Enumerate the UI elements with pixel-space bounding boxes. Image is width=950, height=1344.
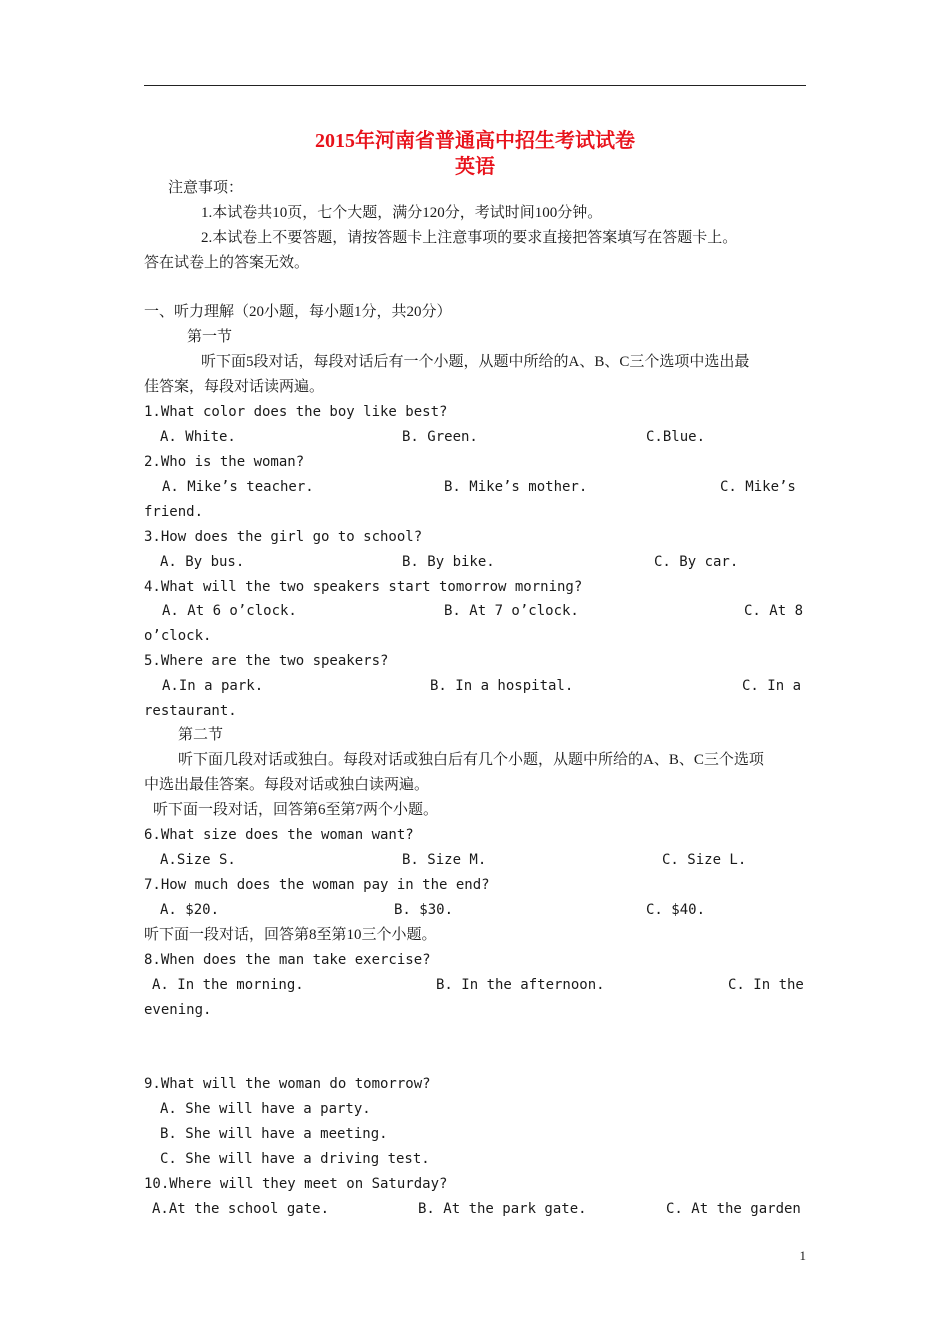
notice-item-2-line-2: 答在试卷上的答案无效。 (144, 255, 310, 271)
question-8-options (144, 975, 806, 995)
question-9-stem: 9.What will the woman do tomorrow? (144, 1076, 431, 1092)
option-c: C. By car. (654, 554, 739, 570)
notice-heading: 注意事项： (168, 180, 244, 196)
question-7-stem: 7.How much does the woman pay in the end? (144, 877, 490, 893)
option-a: A. Mike’s teacher. (162, 479, 314, 495)
option-c: C. In a (742, 678, 802, 694)
notice-item-1: 1.本试卷共10页，七个大题，满分120分，考试时间100分钟。 (201, 205, 603, 221)
option-a: A. In the morning. (152, 977, 304, 993)
option-a: A. White. (160, 429, 236, 445)
option-a: A. By bus. (160, 554, 245, 570)
dialog-8-10-intro: 听下面一段对话，回答第8至第10三个小题。 (144, 927, 437, 943)
question-9-option-b: B. She will have a meeting. (160, 1126, 388, 1142)
option-a: A.Size S. (160, 852, 236, 868)
option-b: B. In the afternoon. (436, 977, 605, 993)
question-9-option-c: C. She will have a driving test. (160, 1151, 430, 1167)
option-c: C. Mike’s (720, 479, 796, 495)
option-b: B. In a hospital. (430, 678, 574, 694)
option-c: C. At 8 (744, 603, 804, 619)
question-6-options (144, 850, 806, 870)
dialog-6-7-intro: 听下面一段对话，回答第6至第7两个小题。 (153, 802, 439, 818)
option-a: A.In a park. (162, 678, 264, 694)
question-2-option-c-continued: friend. (144, 504, 204, 520)
question-5-options (144, 676, 806, 696)
part-2-label: 第二节 (178, 727, 224, 743)
question-9-option-a: A. She will have a party. (160, 1101, 371, 1117)
option-b: B. Size M. (402, 852, 487, 868)
top-rule (144, 85, 806, 86)
option-a: A. $20. (160, 902, 220, 918)
question-5-stem: 5.Where are the two speakers? (144, 653, 389, 669)
question-10-stem: 10.Where will they meet on Saturday? (144, 1176, 448, 1192)
question-3-stem: 3.How does the girl go to school? (144, 529, 423, 545)
question-7-options (144, 900, 806, 920)
question-1-options (144, 427, 806, 447)
part-2-instruction-line-1: 听下面几段对话或独白。每段对话或独白后有几个小题，从题中所给的A、B、C三个选项 (178, 752, 764, 768)
question-5-option-c-continued: restaurant. (144, 703, 237, 719)
option-c: C. In the (728, 977, 804, 993)
option-c: C.Blue. (646, 429, 706, 445)
part-1-instruction-line-2: 佳答案，每段对话读两遍。 (144, 379, 325, 395)
question-8-option-c-continued: evening. (144, 1002, 212, 1018)
option-a: A.At the school gate. (152, 1201, 330, 1217)
question-6-stem: 6.What size does the woman want? (144, 827, 414, 843)
question-3-options (144, 552, 806, 572)
option-a: A. At 6 o’clock. (162, 603, 297, 619)
option-b: B. Mike’s mother. (444, 479, 588, 495)
question-4-stem: 4.What will the two speakers start tomorrow morning? (144, 579, 583, 595)
part-1-instruction-line-1: 听下面5段对话，每段对话后有一个小题，从题中所给的A、B、C三个选项中选出最 (201, 354, 750, 370)
question-10-options (144, 1199, 806, 1219)
notice-item-2-line-1: 2.本试卷上不要答题，请按答题卡上注意事项的要求直接把答案填写在答题卡上。 (201, 230, 738, 246)
option-c: C. $40. (646, 902, 706, 918)
part-1-label: 第一节 (187, 329, 233, 345)
part-2-instruction-line-2: 中选出最佳答案。每段对话或独白读两遍。 (144, 777, 430, 793)
question-2-stem: 2.Who is the woman? (144, 454, 305, 470)
option-b: B. At the park gate. (418, 1201, 587, 1217)
exam-subject: 英语 (455, 156, 495, 178)
question-4-option-c-continued: o’clock. (144, 628, 212, 644)
section-1-heading: 一、听力理解（20小题，每小题1分，共20分） (144, 304, 452, 320)
question-4-options (144, 601, 806, 621)
exam-title: 2015年河南省普通高中招生考试试卷 (315, 130, 635, 152)
page-number: 1 (799, 1248, 806, 1263)
option-b: B. $30. (394, 902, 454, 918)
option-c: C. At the garden (666, 1201, 801, 1217)
option-c: C. Size L. (662, 852, 747, 868)
option-b: B. Green. (402, 429, 478, 445)
question-1-stem: 1.What color does the boy like best? (144, 404, 448, 420)
question-8-stem: 8.When does the man take exercise? (144, 952, 431, 968)
option-b: B. At 7 o’clock. (444, 603, 579, 619)
question-2-options (144, 477, 806, 497)
option-b: B. By bike. (402, 554, 495, 570)
